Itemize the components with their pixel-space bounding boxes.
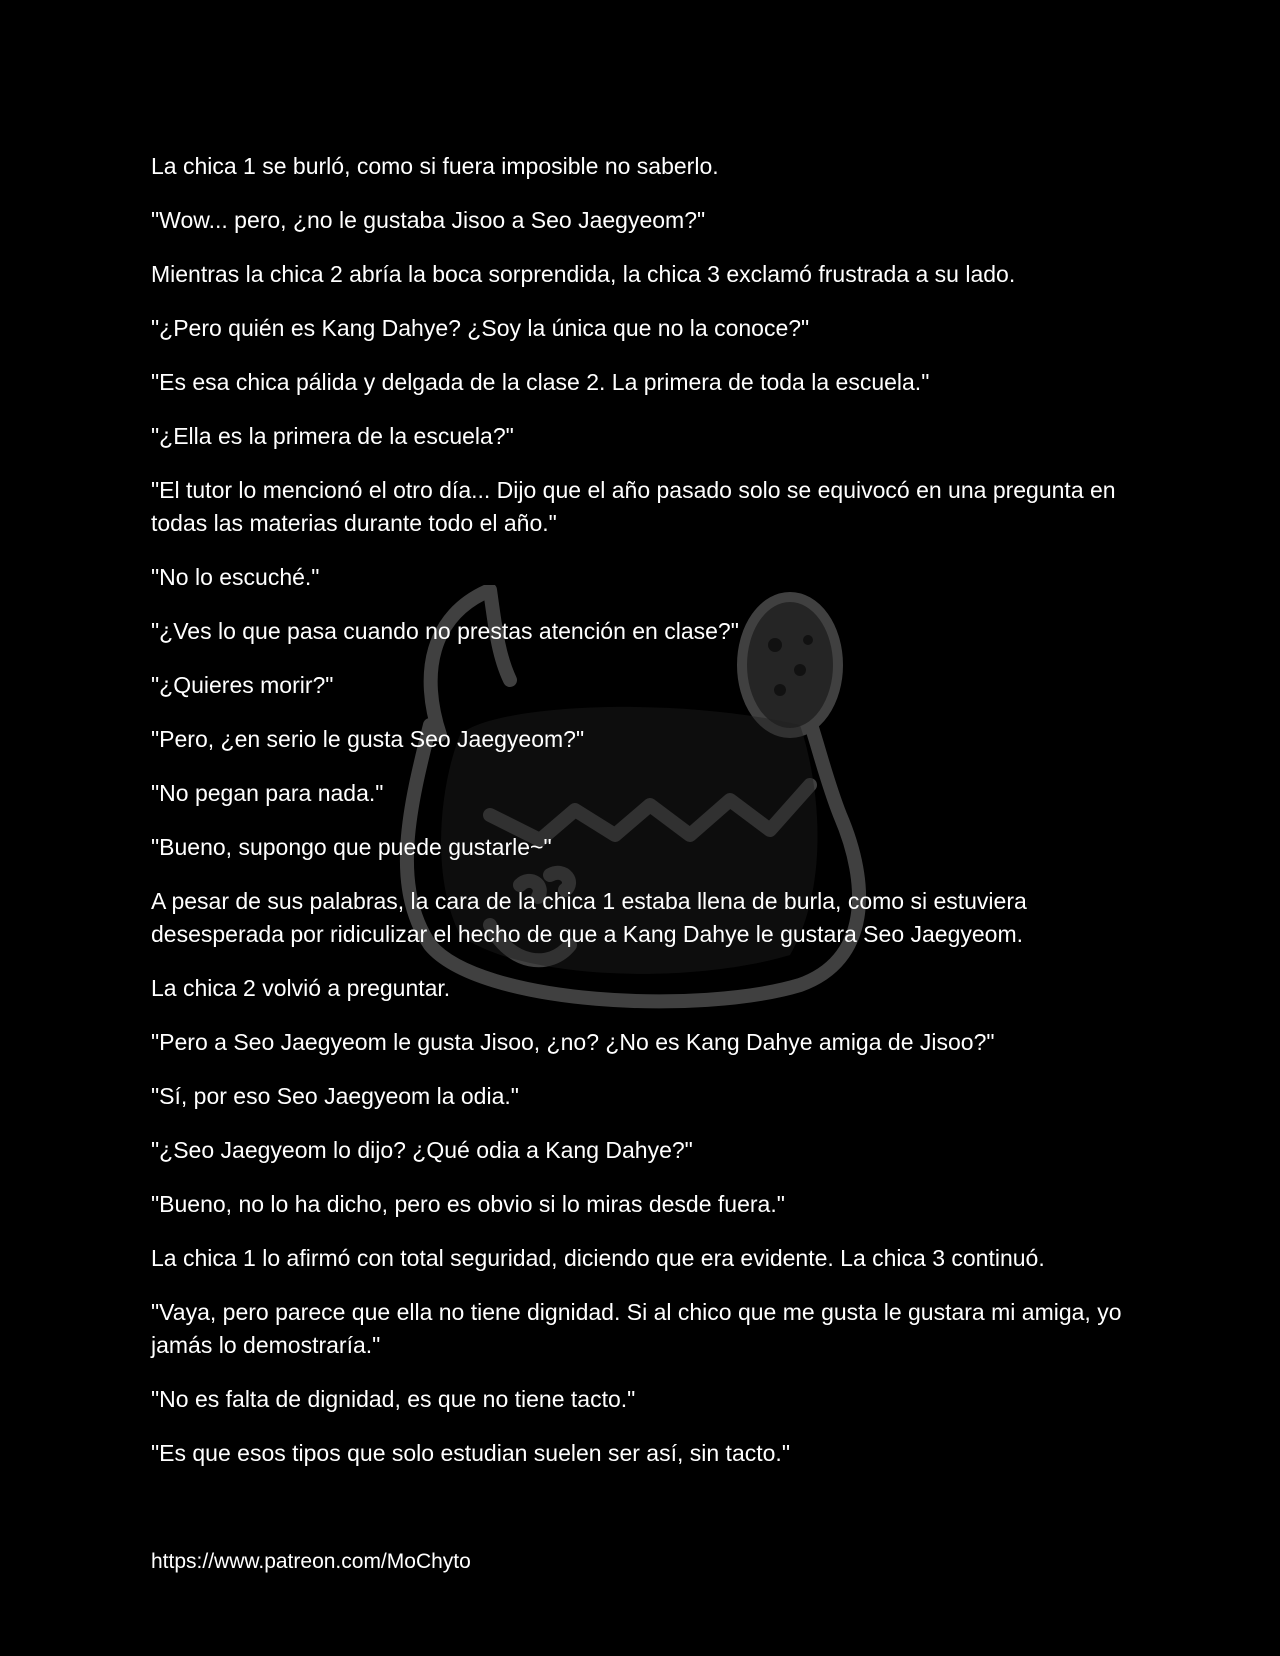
paragraph: "¿Pero quién es Kang Dahye? ¿Soy la única que no la conoce?"	[151, 315, 810, 341]
paragraph: Mientras la chica 2 abría la boca sorprendida, la chica 3 exclamó frustrada a su lado.	[151, 261, 1016, 287]
paragraph: "El tutor lo mencionó el otro día... Dijo que el año pasado solo se equivocó en una pregunta en todas las materias durante todo el año."	[151, 477, 1116, 536]
paragraph: "No pegan para nada."	[151, 780, 384, 806]
paragraph: "Es esa chica pálida y delgada de la clase 2. La primera de toda la escuela."	[151, 369, 930, 395]
paragraph: La chica 2 volvió a preguntar.	[151, 975, 451, 1001]
paragraph: "¿Seo Jaegyeom lo dijo? ¿Qué odia a Kang Dahye?"	[151, 1137, 693, 1163]
story-text	[151, 150, 1136, 1491]
paragraph: La chica 1 lo afirmó con total seguridad, diciendo que era evidente. La chica 3 continuó.	[151, 1245, 1045, 1271]
paragraph: "No lo escuché."	[151, 564, 320, 590]
paragraph: A pesar de sus palabras, la cara de la chica 1 estaba llena de burla, como si estuviera desesperada por ridiculizar el hecho de que a Kang Dahye le gustara Seo Jaegyeom.	[151, 888, 1027, 947]
paragraph: "Sí, por eso Seo Jaegyeom la odia."	[151, 1083, 519, 1109]
paragraph: "¿Ella es la primera de la escuela?"	[151, 423, 514, 449]
paragraph: "Wow... pero, ¿no le gustaba Jisoo a Seo Jaegyeom?"	[151, 207, 706, 233]
paragraph: "Bueno, no lo ha dicho, pero es obvio si lo miras desde fuera."	[151, 1191, 785, 1217]
patreon-link[interactable]: https://www.patreon.com/MoChyto	[151, 1550, 471, 1573]
paragraph: "Pero, ¿en serio le gusta Seo Jaegyeom?"	[151, 726, 585, 752]
paragraph: "¿Quieres morir?"	[151, 672, 334, 698]
paragraph: "No es falta de dignidad, es que no tiene tacto."	[151, 1386, 636, 1412]
paragraph: "Vaya, pero parece que ella no tiene dignidad. Si al chico que me gusta le gustara mi amiga, yo jamás lo demostraría."	[151, 1299, 1122, 1358]
paragraph: "Es que esos tipos que solo estudian suelen ser así, sin tacto."	[151, 1440, 790, 1466]
paragraph: "Pero a Seo Jaegyeom le gusta Jisoo, ¿no? ¿No es Kang Dahye amiga de Jisoo?"	[151, 1029, 995, 1055]
paragraph: "Bueno, supongo que puede gustarle~"	[151, 834, 552, 860]
paragraph: "¿Ves lo que pasa cuando no prestas atención en clase?"	[151, 618, 739, 644]
paragraph: La chica 1 se burló, como si fuera imposible no saberlo.	[151, 153, 719, 179]
